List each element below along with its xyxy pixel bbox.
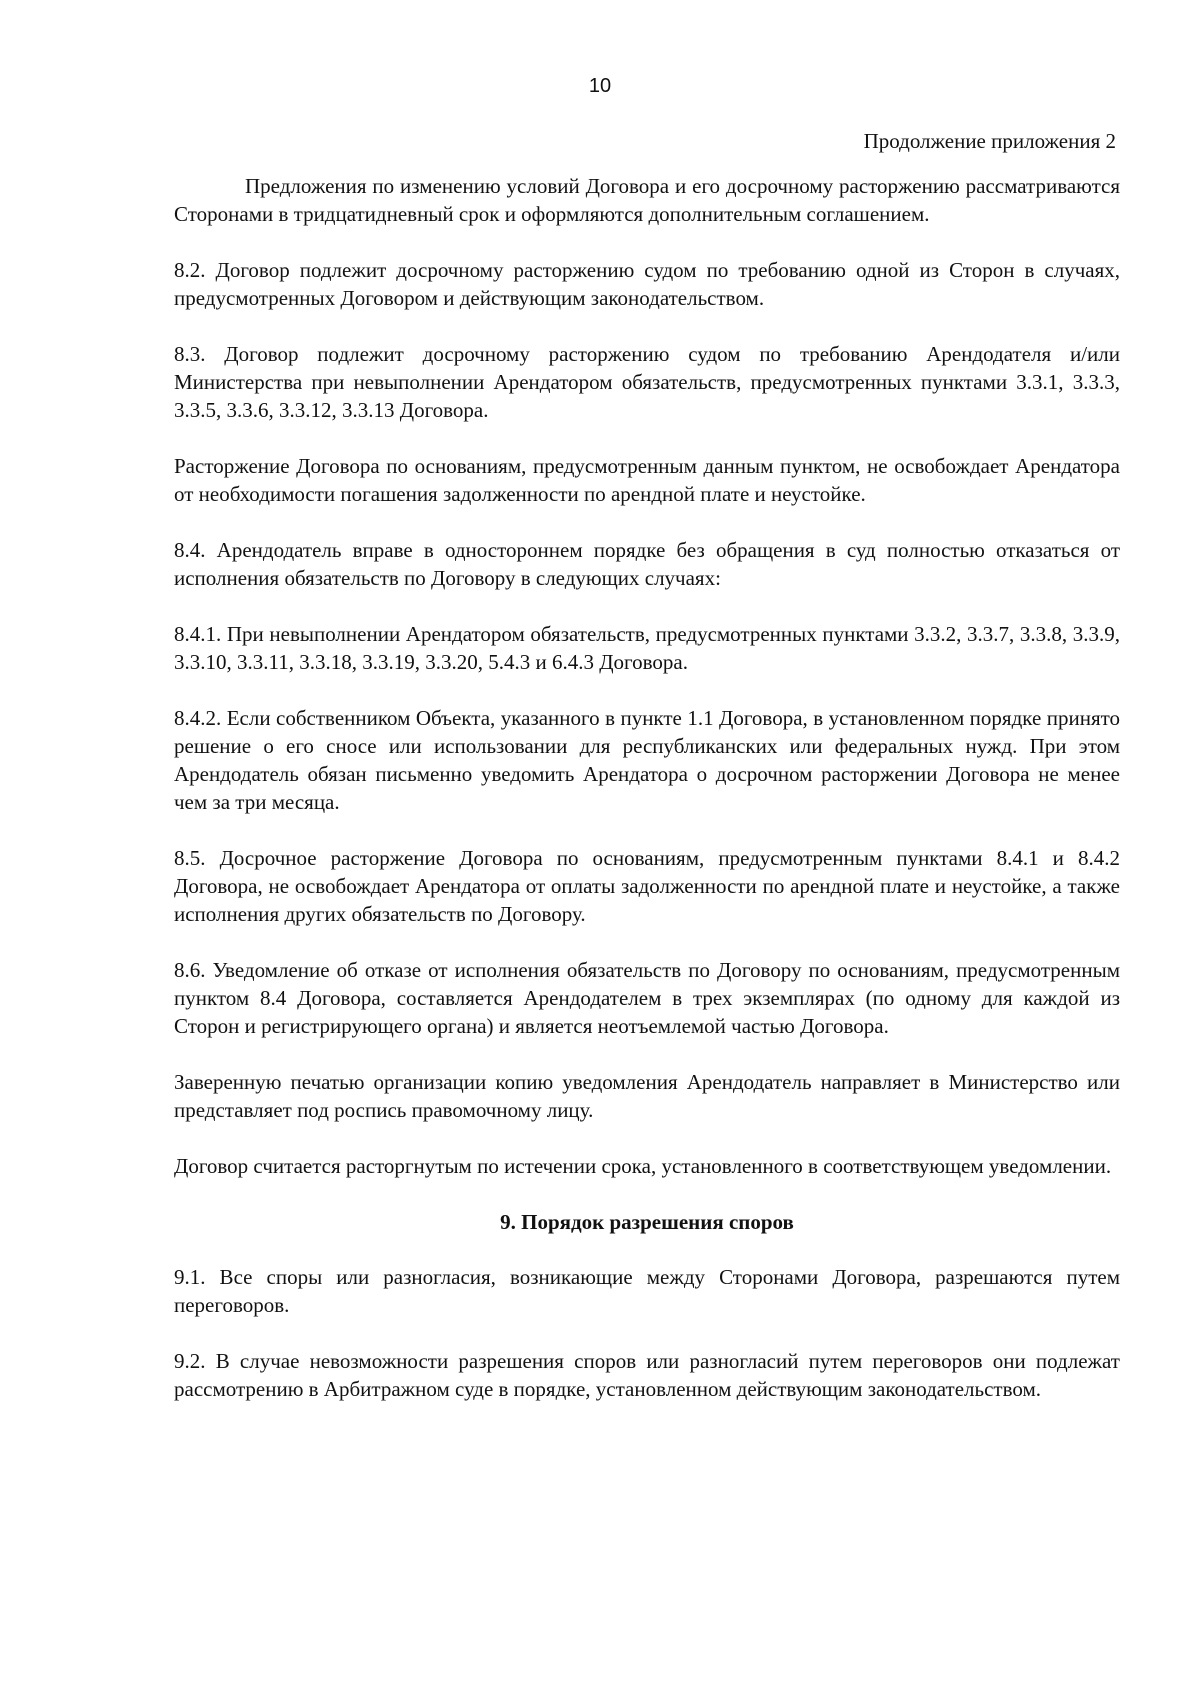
paragraph-8-5: 8.5. Досрочное расторжение Договора по основаниям, предусмотренным пунктами 8.4.1 и 8.4.2 Договора, не освобождает Арендатора от оплаты задолженности по арендной плате и неустойке, а также исполнения других обязательств по Договору. <box>174 846 1120 926</box>
paragraph-8-2: 8.2. Договор подлежит досрочному расторжению судом по требованию одной из Сторон в случаях, предусмотренных Договором и действующим законодательством. <box>174 258 1120 310</box>
paragraph-9-1: 9.1. Все споры или разногласия, возникающие между Сторонами Договора, разрешаются путем переговоров. <box>174 1265 1120 1317</box>
paragraph-notice-copy: Заверенную печатью организации копию уведомления Арендодатель направляет в Министерство или представляет под роспись правомочному лицу. <box>174 1070 1120 1122</box>
paragraph-8-4: 8.4. Арендодатель вправе в одностороннем порядке без обращения в суд полностью отказаться от исполнения обязательств по Договору в следующих случаях: <box>174 538 1120 590</box>
paragraph-8-6: 8.6. Уведомление об отказе от исполнения обязательств по Договору по основаниям, предусмотренным пунктом 8.4 Договора, составляется Арендодателем в трех экземплярах (по одному для каждой из Сторон и регистрирующего органа) и является неотъемлемой частью Договора. <box>174 958 1120 1038</box>
paragraph-8-4-2: 8.4.2. Если собственником Объекта, указанного в пункте 1.1 Договора, в установленном порядке принято решение о его сносе или использовании для республиканских или федеральных нужд. При этом Арендодатель обязан письменно уведомить Арендатора о досрочном расторжении Договора не менее чем за три месяца. <box>174 706 1120 814</box>
appendix-label: Продолжение приложения 2 <box>863 129 1116 153</box>
paragraph-8-3-termination-note: Расторжение Договора по основаниям, предусмотренным данным пунктом, не освобождает Арендатора от необходимости погашения задолженности по арендной плате и неустойке. <box>174 454 1120 506</box>
document-body <box>174 172 1120 1431</box>
paragraph-8-3: 8.3. Договор подлежит досрочному расторжению судом по требованию Арендодателя и/или Министерства при невыполнении Арендатором обязательств, предусмотренных пунктами 3.3.1, 3.3.3, 3.3.5, 3.3.6, 3.3.12, 3.3.13 Договора. <box>174 342 1120 422</box>
paragraph-contract-terminated: Договор считается расторгнутым по истечении срока, установленного в соответствующем уведомлении. <box>174 1154 1112 1178</box>
section-heading-9: 9. Порядок разрешения споров <box>500 1210 794 1234</box>
page-number: 10 <box>588 75 612 97</box>
paragraph-9-2: 9.2. В случае невозможности разрешения споров или разногласий путем переговоров они подлежат рассмотрению в Арбитражном суде в порядке, установленном действующим законодательством. <box>174 1349 1120 1401</box>
paragraph-8-4-1: 8.4.1. При невыполнении Арендатором обязательств, предусмотренных пунктами 3.3.2, 3.3.7, 3.3.8, 3.3.9, 3.3.10, 3.3.11, 3.3.18, 3.3.19, 3.3.20, 5.4.3 и 6.4.3 Договора. <box>174 622 1120 674</box>
paragraph-amendment-proposals: Предложения по изменению условий Договора и его досрочному расторжению рассматриваются Сторонами в тридцатидневный срок и оформляются дополнительным соглашением. <box>174 174 1120 226</box>
